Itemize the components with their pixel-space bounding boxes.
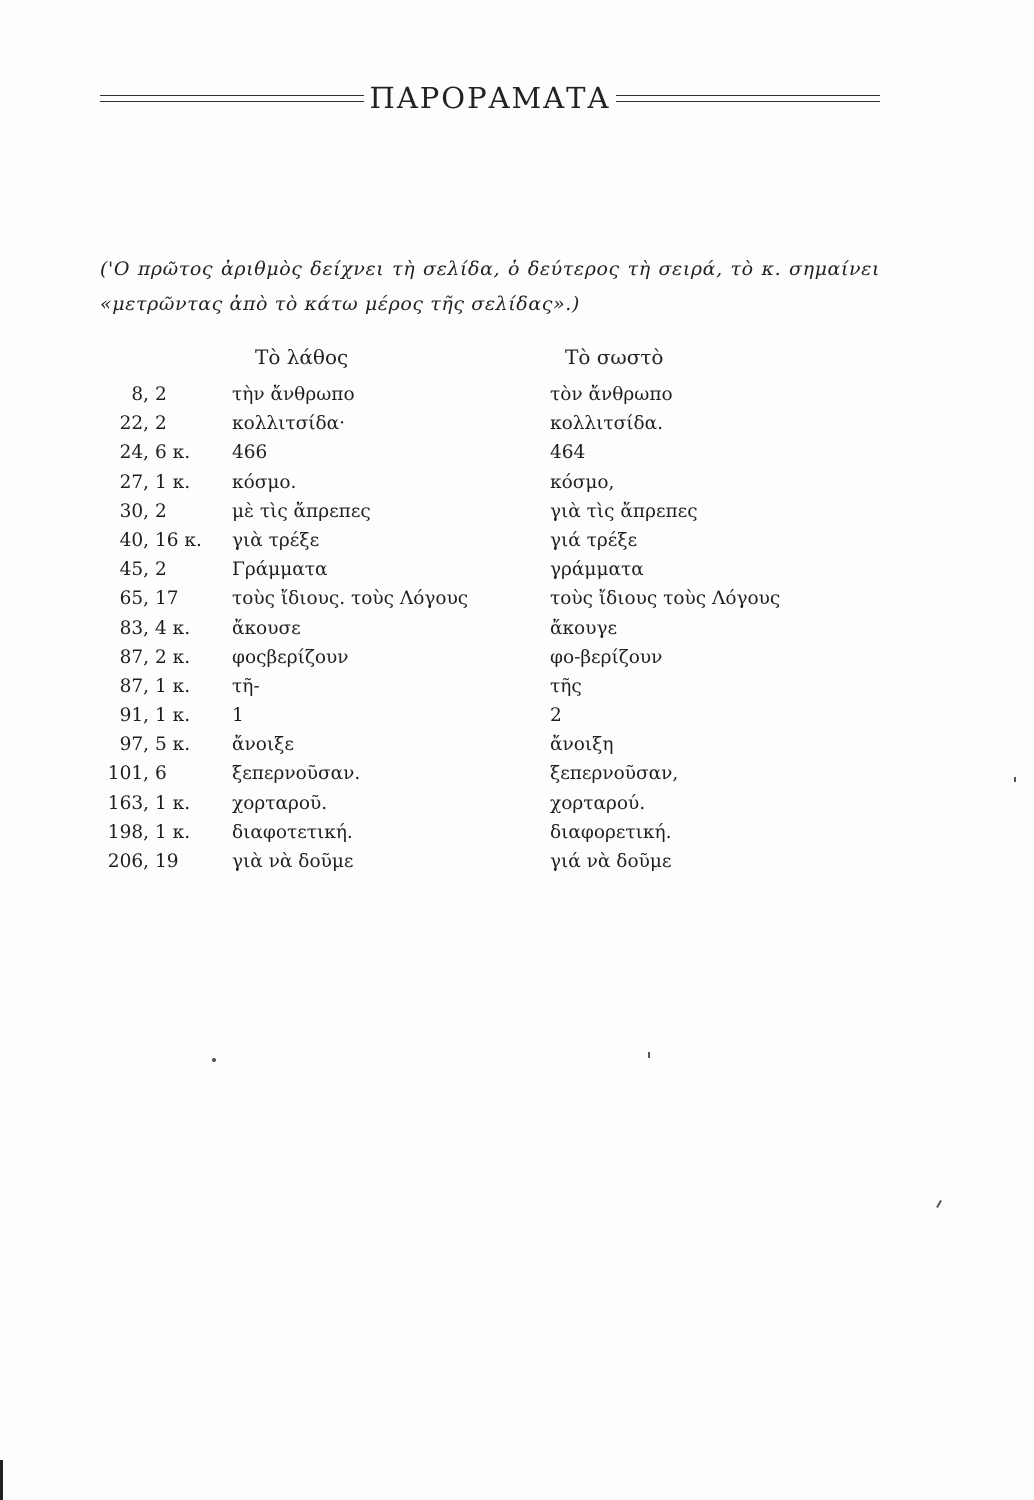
errata-correct-text: ἄκουγε bbox=[550, 617, 618, 639]
errata-row bbox=[95, 584, 895, 613]
errata-table bbox=[95, 380, 895, 876]
errata-row bbox=[95, 438, 895, 467]
errata-line-number: 19 bbox=[155, 851, 179, 872]
errata-wrong-text: 466 bbox=[232, 442, 268, 464]
errata-row bbox=[95, 847, 895, 876]
errata-row bbox=[95, 614, 895, 643]
errata-line-number: 6 κ. bbox=[155, 442, 191, 464]
errata-wrong-text: Γράμματα bbox=[232, 559, 328, 581]
errata-wrong-text: κόσμο. bbox=[232, 471, 297, 493]
errata-row bbox=[95, 818, 895, 847]
errata-page-number: 163, bbox=[107, 792, 149, 814]
errata-correct-text: ἄνοιξη bbox=[550, 734, 614, 756]
errata-wrong-text: χορταροῦ. bbox=[232, 792, 328, 814]
errata-line-number: 2 κ. bbox=[155, 646, 191, 668]
errata-correct-text: τοὺς ἴδιους τοὺς Λόγους bbox=[550, 588, 781, 610]
errata-line-number: 2 bbox=[155, 384, 167, 405]
errata-row bbox=[95, 730, 895, 759]
errata-wrong-text: τὴν ἄνθρωπο bbox=[232, 384, 355, 405]
errata-line-number: 1 κ. bbox=[155, 675, 191, 697]
errata-page-number: 101, bbox=[107, 763, 149, 785]
errata-correct-text: διαφορετική. bbox=[550, 821, 672, 843]
errata-line-number: 16 κ. bbox=[155, 529, 202, 551]
errata-row bbox=[95, 468, 895, 497]
errata-page-number: 24, bbox=[119, 442, 149, 464]
errata-line-number: 1 κ. bbox=[155, 792, 191, 814]
errata-wrong-text: ἄκουσε bbox=[232, 617, 301, 639]
errata-correct-text: τῆς bbox=[550, 675, 582, 697]
errata-line-number: 1 κ. bbox=[155, 471, 191, 493]
errata-page-number: 8, bbox=[131, 384, 149, 405]
errata-line-number: 1 κ. bbox=[155, 705, 191, 727]
errata-correct-text: 2 bbox=[550, 705, 562, 727]
errata-correct-text: κολλιτσίδα. bbox=[550, 413, 664, 435]
errata-page-number: 40, bbox=[119, 529, 149, 551]
errata-correct-text: ξεπερνοῦσαν, bbox=[550, 763, 679, 785]
errata-page-number: 30, bbox=[119, 500, 149, 522]
column-header-right: Τὸ σωστὸ bbox=[565, 345, 664, 369]
errata-line-number: 17 bbox=[155, 588, 179, 610]
errata-correct-text: γιά νὰ δοῦμε bbox=[550, 851, 672, 872]
errata-correct-text: 464 bbox=[550, 442, 586, 464]
title-row bbox=[100, 78, 880, 118]
page-title: ΠΑΡΟΡΑΜΑΤΑ bbox=[369, 81, 611, 115]
errata-wrong-text: γιὰ νὰ δοῦμε bbox=[232, 851, 354, 872]
errata-line-number: 4 κ. bbox=[155, 617, 191, 639]
errata-row bbox=[95, 497, 895, 526]
errata-page-number: 198, bbox=[107, 821, 149, 843]
errata-correct-text: γιὰ τὶς ἄπρεπες bbox=[550, 500, 698, 522]
errata-correct-text: γιά τρέξε bbox=[550, 529, 638, 551]
errata-page-number: 45, bbox=[119, 559, 149, 581]
errata-page-number: 91, bbox=[119, 705, 149, 727]
errata-row bbox=[95, 409, 895, 438]
column-header-wrong: Τὸ λάθος bbox=[255, 345, 349, 369]
errata-line-number: 1 κ. bbox=[155, 821, 191, 843]
errata-wrong-text: γιὰ τρέξε bbox=[232, 529, 320, 551]
errata-wrong-text: μὲ τὶς ἄπρεπες bbox=[232, 500, 371, 522]
errata-correct-text: γράμματα bbox=[550, 559, 644, 581]
title-rule-right bbox=[616, 95, 880, 102]
errata-row bbox=[95, 526, 895, 555]
print-speck bbox=[212, 1058, 216, 1062]
errata-correct-text: χορταρού. bbox=[550, 792, 646, 814]
errata-wrong-text: ἄνοιξε bbox=[232, 734, 294, 756]
errata-page-number: 206, bbox=[107, 851, 149, 872]
errata-wrong-text: ξεπερνοῦσαν. bbox=[232, 763, 361, 785]
errata-correct-text: τὸν ἄνθρωπο bbox=[550, 384, 673, 405]
print-speck bbox=[936, 1200, 942, 1208]
errata-page-number: 83, bbox=[119, 617, 149, 639]
errata-page-number: 22, bbox=[119, 413, 149, 435]
errata-line-number: 6 bbox=[155, 763, 167, 785]
errata-wrong-text: 1 bbox=[232, 705, 244, 727]
errata-page-number: 87, bbox=[119, 675, 149, 697]
errata-correct-text: φο-βερίζουν bbox=[550, 646, 663, 668]
errata-row bbox=[95, 380, 895, 409]
errata-row bbox=[95, 643, 895, 672]
errata-row bbox=[95, 672, 895, 701]
print-speck bbox=[1014, 777, 1016, 782]
errata-row bbox=[95, 701, 895, 730]
errata-wrong-text: φοςβερίζουν bbox=[232, 646, 349, 668]
errata-correct-text: κόσμο, bbox=[550, 471, 615, 493]
errata-line-number: 2 bbox=[155, 500, 167, 522]
errata-wrong-text: τοὺς ἴδιους. τοὺς Λόγους bbox=[232, 588, 469, 610]
errata-line-number: 2 bbox=[155, 559, 167, 581]
errata-line-number: 5 κ. bbox=[155, 734, 191, 756]
errata-row bbox=[95, 555, 895, 584]
explanatory-note: ('Ο πρῶτος ἀριθμὸς δείχνει τὴ σελίδα, ὁ δεύτερος τὴ σειρά, τὸ κ. σημαίνει «μετρῶντας ἀπὸ τὸ κάτω μέρος τῆς σελίδας».) bbox=[100, 258, 880, 315]
errata-page-number: 27, bbox=[119, 471, 149, 493]
print-speck bbox=[648, 1052, 650, 1058]
errata-page-number: 87, bbox=[119, 646, 149, 668]
errata-page-number: 97, bbox=[119, 734, 149, 756]
errata-page-number: 65, bbox=[119, 588, 149, 610]
page-edge-mark bbox=[0, 1460, 3, 1500]
errata-row bbox=[95, 789, 895, 818]
title-rule-left bbox=[100, 95, 364, 102]
errata-wrong-text: κολλιτσίδα· bbox=[232, 413, 346, 435]
errata-line-number: 2 bbox=[155, 413, 167, 435]
errata-wrong-text: τῆ- bbox=[232, 675, 260, 697]
errata-wrong-text: διαφοτετική. bbox=[232, 821, 353, 843]
errata-row bbox=[95, 759, 895, 788]
